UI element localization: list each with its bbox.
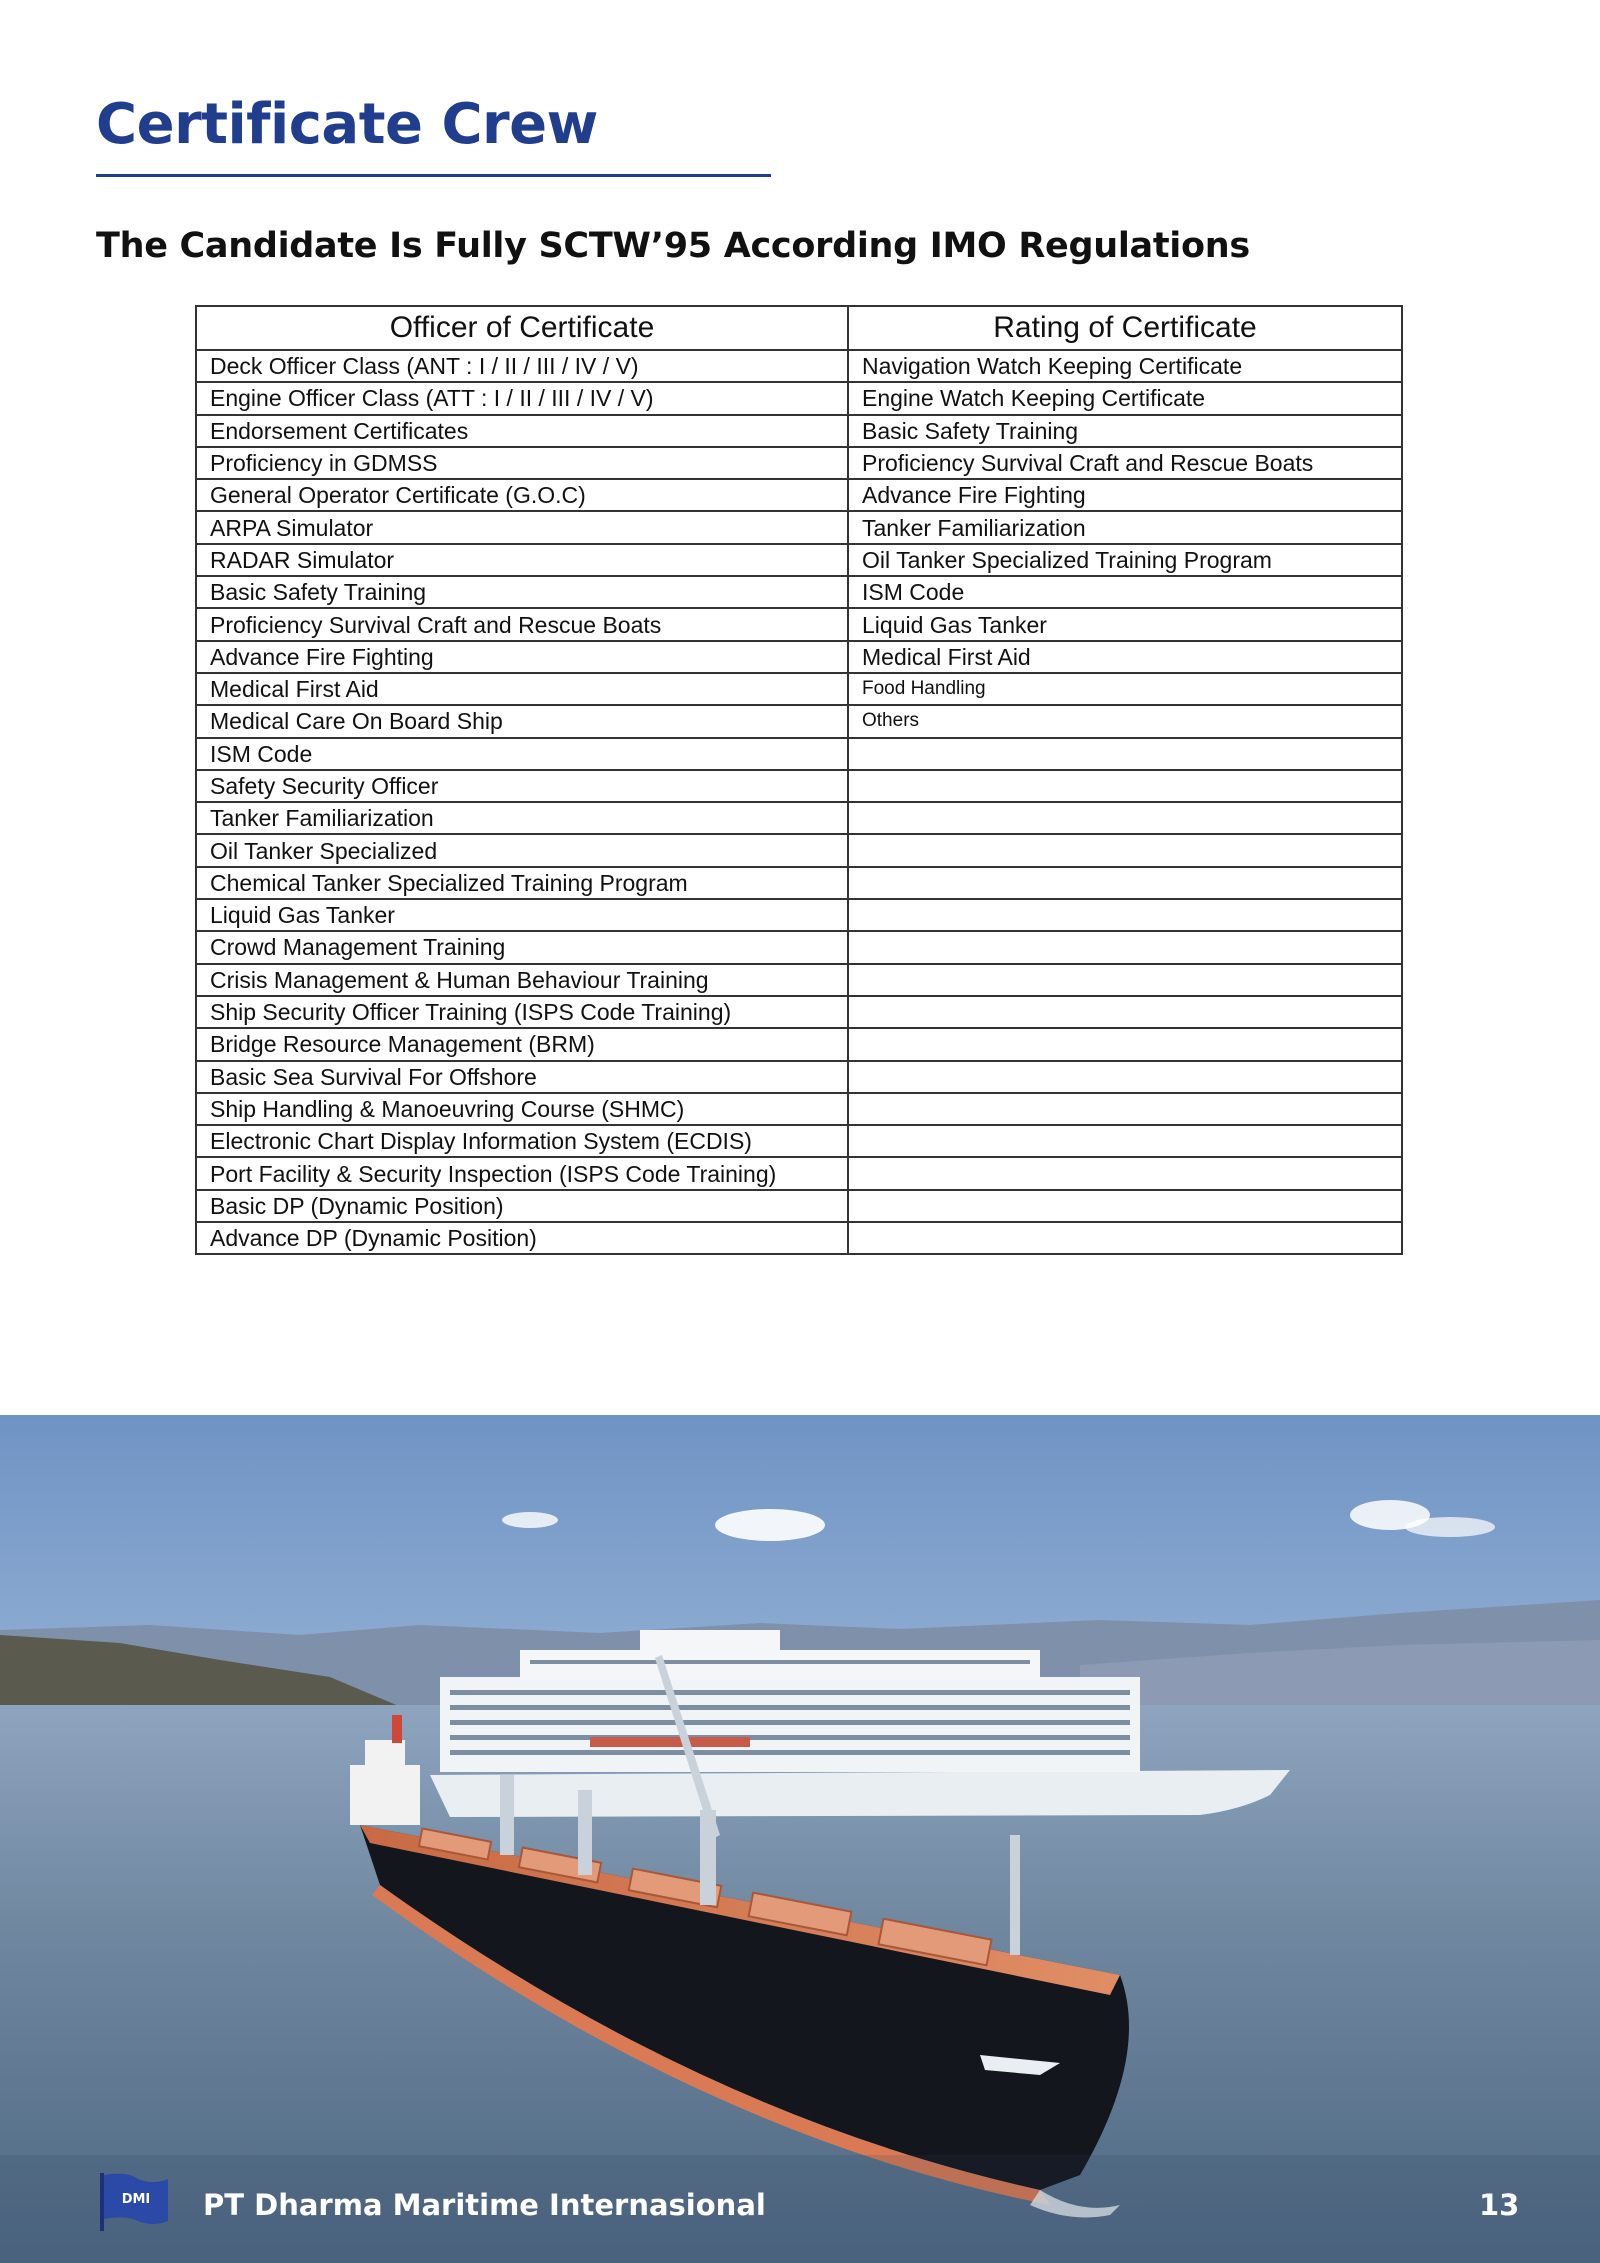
rating-certificate-cell [848, 738, 1402, 770]
page-title: Certificate Crew [96, 92, 598, 157]
rating-certificate-cell [848, 1061, 1402, 1093]
table-row [196, 738, 1402, 770]
header-rating: Rating of Certificate [848, 306, 1402, 350]
rating-certificate-cell [848, 1093, 1402, 1125]
table-row [196, 834, 1402, 866]
footer-company-name: PT Dharma Maritime Internasional [203, 2188, 766, 2222]
officer-certificate-cell: Crowd Management Training [196, 931, 848, 963]
rating-certificate-cell [848, 1190, 1402, 1222]
table-row [196, 641, 1402, 673]
rating-certificate-cell: Food Handling [848, 673, 1402, 705]
officer-certificate-cell: Medical First Aid [196, 673, 848, 705]
certificate-table [195, 305, 1403, 1255]
rating-certificate-cell [848, 834, 1402, 866]
officer-certificate-cell: Port Facility & Security Inspection (ISPS Code Training) [196, 1157, 848, 1189]
table-row [196, 770, 1402, 802]
table-row [196, 576, 1402, 608]
officer-certificate-cell: Deck Officer Class (ANT : I / II / III / IV / V) [196, 350, 848, 382]
page-number: 13 [1479, 2188, 1520, 2222]
officer-certificate-cell: Tanker Familiarization [196, 802, 848, 834]
officer-certificate-cell: General Operator Certificate (G.O.C) [196, 479, 848, 511]
table-row [196, 608, 1402, 640]
officer-certificate-cell: Proficiency in GDMSS [196, 447, 848, 479]
rating-certificate-cell [848, 964, 1402, 996]
rating-certificate-cell [848, 1157, 1402, 1189]
officer-certificate-cell: Oil Tanker Specialized [196, 834, 848, 866]
table-row [196, 1190, 1402, 1222]
officer-certificate-cell: Basic Safety Training [196, 576, 848, 608]
officer-certificate-cell: Advance DP (Dynamic Position) [196, 1222, 848, 1254]
table-row [196, 511, 1402, 543]
officer-certificate-cell: Ship Security Officer Training (ISPS Code Training) [196, 996, 848, 1028]
rating-certificate-cell: Oil Tanker Specialized Training Program [848, 544, 1402, 576]
table-row [196, 1157, 1402, 1189]
officer-certificate-cell: RADAR Simulator [196, 544, 848, 576]
officer-certificate-cell: Bridge Resource Management (BRM) [196, 1028, 848, 1060]
officer-certificate-cell: Basic Sea Survival For Offshore [196, 1061, 848, 1093]
table-row [196, 931, 1402, 963]
officer-certificate-cell: ISM Code [196, 738, 848, 770]
rating-certificate-cell: Proficiency Survival Craft and Rescue Boats [848, 447, 1402, 479]
table-row [196, 996, 1402, 1028]
table-row [196, 802, 1402, 834]
rating-certificate-cell [848, 1028, 1402, 1060]
table-row [196, 705, 1402, 737]
rating-certificate-cell: Tanker Familiarization [848, 511, 1402, 543]
officer-certificate-cell: Advance Fire Fighting [196, 641, 848, 673]
table-row [196, 1028, 1402, 1060]
table-row [196, 1093, 1402, 1125]
officer-certificate-cell: Ship Handling & Manoeuvring Course (SHMC) [196, 1093, 848, 1125]
officer-certificate-cell: Medical Care On Board Ship [196, 705, 848, 737]
svg-text:DMI: DMI [121, 2192, 151, 2207]
rating-certificate-cell [848, 899, 1402, 931]
rating-certificate-cell [848, 996, 1402, 1028]
table-row [196, 867, 1402, 899]
rating-certificate-cell: Engine Watch Keeping Certificate [848, 382, 1402, 414]
table-row [196, 673, 1402, 705]
rating-certificate-cell: Others [848, 705, 1402, 737]
table-row [196, 415, 1402, 447]
officer-certificate-cell: Crisis Management & Human Behaviour Training [196, 964, 848, 996]
officer-certificate-cell: Engine Officer Class (ATT : I / II / III / IV / V) [196, 382, 848, 414]
rating-certificate-cell [848, 1222, 1402, 1254]
ships-photo [0, 1415, 1600, 2263]
table-row [196, 899, 1402, 931]
officer-certificate-cell: Chemical Tanker Specialized Training Program [196, 867, 848, 899]
table-row [196, 479, 1402, 511]
title-underline [96, 174, 771, 177]
table-row [196, 382, 1402, 414]
rating-certificate-cell: Navigation Watch Keeping Certificate [848, 350, 1402, 382]
table-row [196, 350, 1402, 382]
officer-certificate-cell: Endorsement Certificates [196, 415, 848, 447]
rating-certificate-cell [848, 802, 1402, 834]
table-row [196, 544, 1402, 576]
table-row [196, 1125, 1402, 1157]
rating-certificate-cell: Medical First Aid [848, 641, 1402, 673]
officer-certificate-cell: ARPA Simulator [196, 511, 848, 543]
table-row [196, 964, 1402, 996]
table-row [196, 1222, 1402, 1254]
rating-certificate-cell [848, 770, 1402, 802]
table-row [196, 1061, 1402, 1093]
rating-certificate-cell [848, 867, 1402, 899]
header-officer: Officer of Certificate [196, 306, 848, 350]
rating-certificate-cell: Advance Fire Fighting [848, 479, 1402, 511]
dmi-flag-logo [98, 2171, 172, 2233]
rating-certificate-cell: Basic Safety Training [848, 415, 1402, 447]
page-subtitle: The Candidate Is Fully SCTW’95 According IMO Regulations [96, 226, 1250, 266]
rating-certificate-cell [848, 1125, 1402, 1157]
rating-certificate-cell: Liquid Gas Tanker [848, 608, 1402, 640]
table-header-row [196, 306, 1402, 350]
officer-certificate-cell: Electronic Chart Display Information System (ECDIS) [196, 1125, 848, 1157]
officer-certificate-cell: Safety Security Officer [196, 770, 848, 802]
officer-certificate-cell: Liquid Gas Tanker [196, 899, 848, 931]
officer-certificate-cell: Basic DP (Dynamic Position) [196, 1190, 848, 1222]
table-row [196, 447, 1402, 479]
rating-certificate-cell [848, 931, 1402, 963]
rating-certificate-cell: ISM Code [848, 576, 1402, 608]
officer-certificate-cell: Proficiency Survival Craft and Rescue Boats [196, 608, 848, 640]
